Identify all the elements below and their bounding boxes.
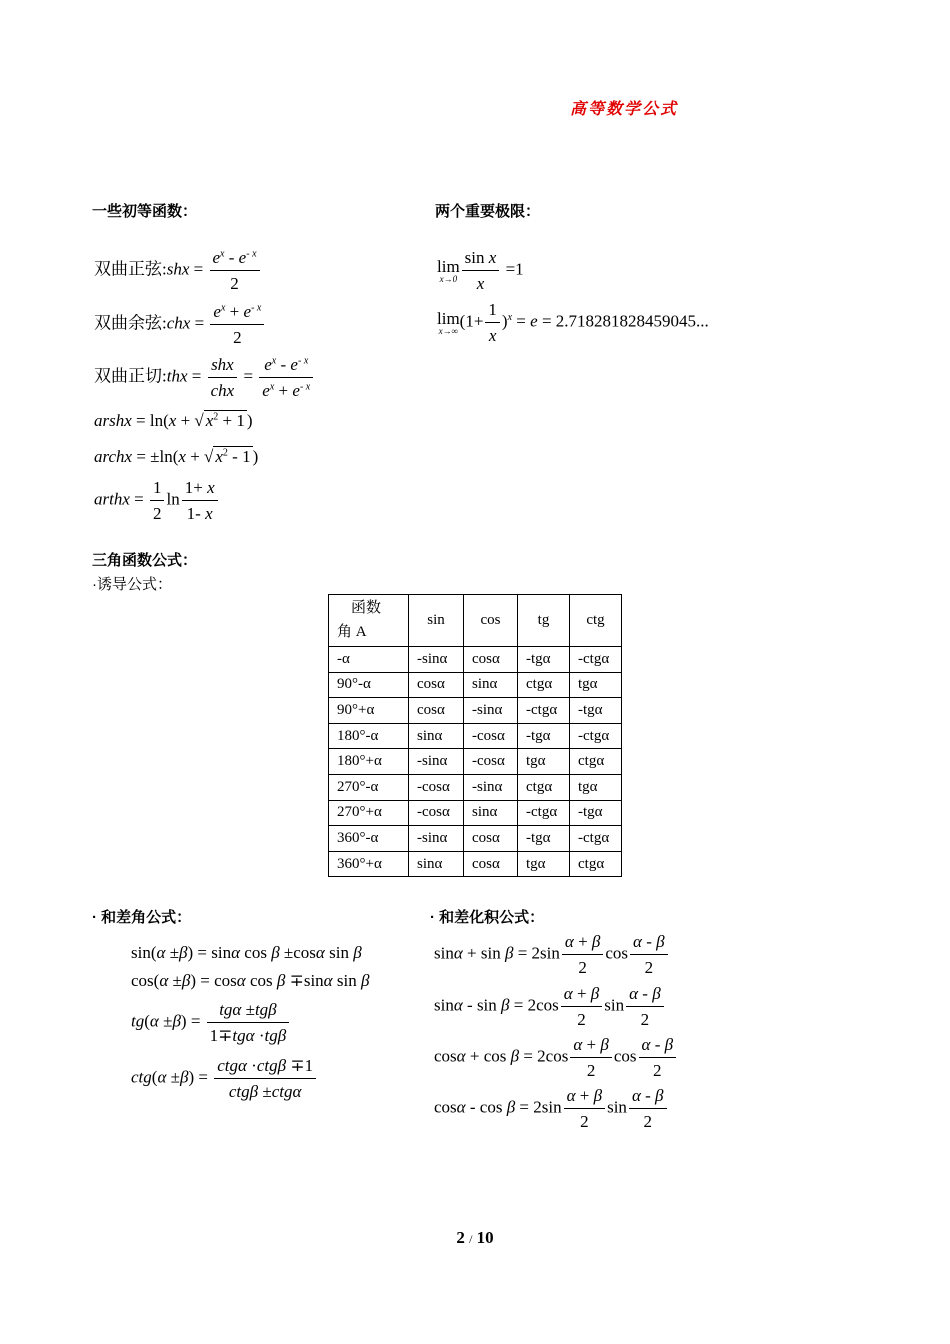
table-header-angle: 角 A	[337, 623, 367, 640]
table-cell-angle: 360°+α	[329, 851, 409, 877]
table-row	[329, 851, 622, 877]
table-corner-header	[329, 595, 409, 647]
formula-sin-minus-sin: sinα - sin β = 2cos $\frac{\alpha + \beta}{2}$ sin $\frac{\alpha - \beta}{2}$	[434, 984, 666, 1029]
table-cell: -cosα	[409, 800, 464, 826]
section-title-limits: 两个重要极限：	[435, 203, 541, 220]
formula-sin-plus-sin: sinα + sin β = 2sin $\frac{\alpha + \beta}{2}$ cos $\frac{\alpha - \beta}{2}$	[434, 932, 670, 977]
table-cell: -ctgα	[570, 647, 622, 673]
table-cell: cosα	[464, 647, 518, 673]
formula-thx: 双曲正切:thx = $\frac{\text{shx}}{\text{chx}}$ = $\frac{e^x - e^{- x}}{e^x + e^{- x}}$	[94, 355, 315, 400]
e-value: 2.718281828459045...	[555, 311, 709, 331]
section-title-trig: 三角函数公式：	[92, 552, 198, 569]
page-number: 2	[456, 1228, 465, 1247]
table-cell-angle: 90°-α	[329, 672, 409, 698]
induced-formula-table	[328, 594, 622, 877]
table-col-header: sin	[409, 595, 464, 647]
page-separator: /	[469, 1232, 473, 1246]
table-cell: -cosα	[409, 774, 464, 800]
table-cell: -sinα	[464, 698, 518, 724]
section-title-elementary: 一些初等函数：	[92, 203, 198, 220]
table-cell-angle: 90°+α	[329, 698, 409, 724]
table-row	[329, 826, 622, 852]
formula-arshx: arshx = ln(x + √ $x^2 + 1$ )	[94, 411, 253, 430]
table-cell: -sinα	[409, 826, 464, 852]
page-total: 10	[476, 1228, 494, 1247]
table-row	[329, 774, 622, 800]
formula-limit-sinx: lim x→0 $\frac{\text{sin x}}{x}$ =1	[437, 248, 524, 293]
table-cell: tgα	[570, 672, 622, 698]
table-cell: ctgα	[518, 774, 570, 800]
table-cell: cosα	[409, 672, 464, 698]
table-cell: ctgα	[518, 672, 570, 698]
table-cell: -tgα	[518, 723, 570, 749]
table-cell: sinα	[409, 851, 464, 877]
table-body	[329, 647, 622, 877]
table-cell-angle: 360°-α	[329, 826, 409, 852]
formula-sin-sum: sin(α ±β) = sinα cos β ±cosα sin β	[131, 943, 362, 962]
table-cell: tgα	[518, 749, 570, 775]
section-title-sumprod: · 和差化积公式：	[430, 909, 545, 926]
table-cell: -sinα	[409, 749, 464, 775]
table-cell: cosα	[464, 851, 518, 877]
table-row	[329, 800, 622, 826]
formula-cos-sum: cos(α ±β) = cosα cos β ∓sinα sin β	[131, 971, 370, 990]
table-cell: sinα	[464, 800, 518, 826]
table-cell: -tgα	[518, 647, 570, 673]
formula-limit-e: lim x→∞ (1+ $\frac{1}{x}$ )$^x$ = e = 2.718281828459045...	[437, 300, 709, 345]
table-cell: -sinα	[409, 647, 464, 673]
table-cell: -cosα	[464, 723, 518, 749]
formula-tg-sum: tg(α ±β) = $\frac{\text{tgα ±tgβ}}{\text{1∓tgα ·tgβ}}$	[131, 1000, 291, 1045]
table-col-header: tg	[518, 595, 570, 647]
table-row	[329, 749, 622, 775]
subsection-induced: ·诱导公式：	[92, 576, 172, 593]
table-cell: tgα	[518, 851, 570, 877]
formula-ctg-sum: ctg(α ±β) = $\frac{\text{ctgα ·ctgβ ∓1}}{\text{ctgβ ±ctgα}}$	[131, 1056, 318, 1101]
table-cell: -ctgα	[570, 723, 622, 749]
table-cell: -ctgα	[518, 698, 570, 724]
table-col-header: ctg	[570, 595, 622, 647]
formula-cos-minus-cos: cosα - cos β = 2sin $\frac{\alpha + \beta}{2}$ sin $\frac{\alpha - \beta}{2}$	[434, 1086, 669, 1131]
table-cell-angle: -α	[329, 647, 409, 673]
table-cell: sinα	[409, 723, 464, 749]
table-cell: cosα	[464, 826, 518, 852]
table-row	[329, 672, 622, 698]
table-cell: -ctgα	[518, 800, 570, 826]
table-cell: -tgα	[570, 698, 622, 724]
table-row	[329, 647, 622, 673]
label-thx: 双曲正切	[94, 366, 162, 386]
table-row	[329, 698, 622, 724]
page-footer	[0, 1228, 950, 1248]
table-cell-angle: 270°-α	[329, 774, 409, 800]
table-header-function: 函数	[351, 600, 382, 617]
label-shx: 双曲正弦	[94, 259, 162, 279]
table-cell-angle: 180°-α	[329, 723, 409, 749]
formula-chx: 双曲余弦:chx = $\frac{e^x + e^{- x}}{2}$	[94, 302, 266, 347]
table-cell: ctgα	[570, 851, 622, 877]
label-chx: 双曲余弦	[94, 313, 162, 333]
table-cell: tgα	[570, 774, 622, 800]
table-cell: cosα	[409, 698, 464, 724]
table-cell: -tgα	[518, 826, 570, 852]
table-cell: -tgα	[570, 800, 622, 826]
table-cell-angle: 270°+α	[329, 800, 409, 826]
formula-arthx: arthx = $\frac{1}{2}$ ln $\frac{1+ x}{1- x}$	[94, 478, 220, 523]
formula-archx: archx = ±ln(x + √ $x^2 - 1$ )	[94, 447, 259, 466]
table-cell: -sinα	[464, 774, 518, 800]
table-cell: sinα	[464, 672, 518, 698]
formula-shx: 双曲正弦:shx = $\frac{e^x - e^{- x}}{2}$	[94, 248, 262, 293]
formula-cos-plus-cos: cosα + cos β = 2cos $\frac{\alpha + \beta}{2}$ cos $\frac{\alpha - \beta}{2}$	[434, 1035, 678, 1080]
section-title-sumdiff: · 和差角公式：	[92, 909, 192, 926]
document-header: 高等数学公式	[570, 101, 679, 118]
table-cell: -ctgα	[570, 826, 622, 852]
table-cell: ctgα	[570, 749, 622, 775]
table-cell: -cosα	[464, 749, 518, 775]
table-col-header: cos	[464, 595, 518, 647]
table-cell-angle: 180°+α	[329, 749, 409, 775]
table-row	[329, 723, 622, 749]
